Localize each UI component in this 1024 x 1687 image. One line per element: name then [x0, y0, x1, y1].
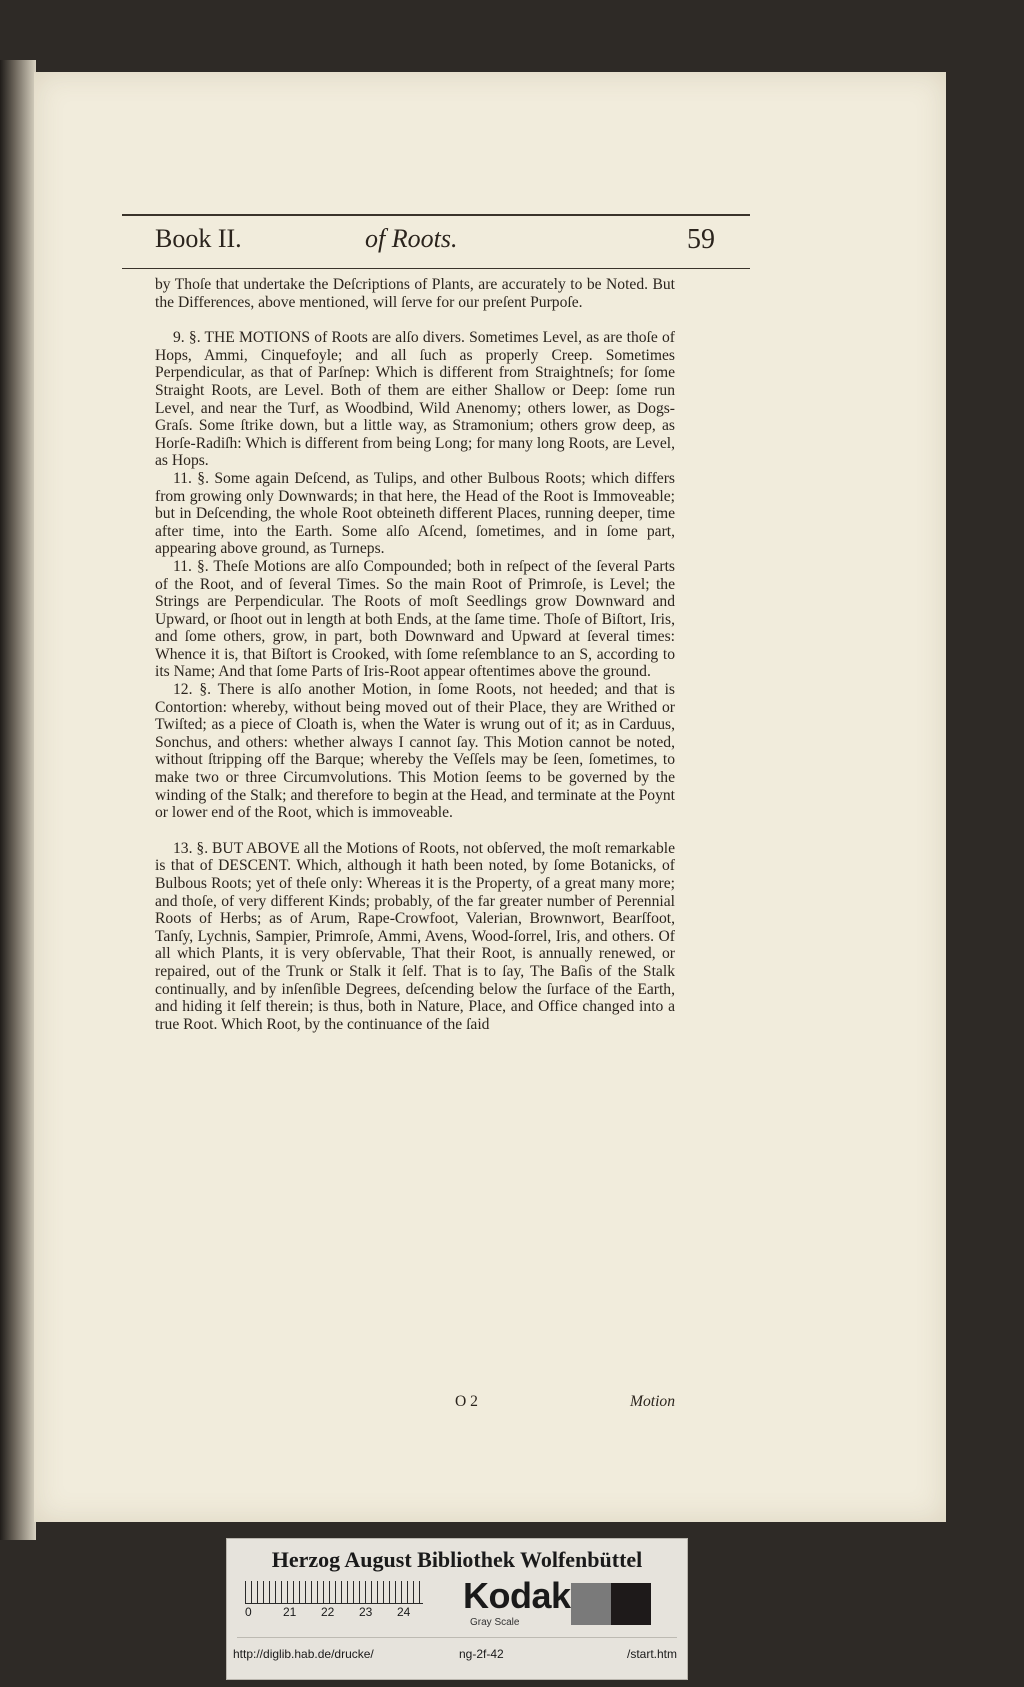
header-rule-bottom [122, 268, 750, 269]
scale-number: 24 [397, 1605, 411, 1619]
scale-numbers [245, 1605, 425, 1621]
page-footer-marks [155, 1393, 675, 1413]
book-label: Book II. [155, 224, 242, 253]
scale-ruler [245, 1581, 423, 1604]
source-url: http://diglib.hab.de/drucke/ [233, 1647, 374, 1661]
signature-mark: O 2 [455, 1393, 478, 1410]
paragraph-section-13: 13. §. BUT ABOVE all the Motions of Roots, not obſerved, the moſt remarkable is that of DESCENT. Which, although it hath been noted, by ſome Botanicks, of Bulbous Roots; yet of theſe only: Whereas it is the Property, of a great many more; and thoſe, of very different Kinds; probably, of the far greater number of Perennial Roots of Herbs; as of Arum, Rape-Crowfoot, Valerian, Brownwort, Bearſfoot, Tanſy, Lychnis, Sampier, Primroſe, Ammi, Avens, Wood-ſorrel, Iris, and others. Of all which Plants, it is very obſervable, That their Root, is annually renewed, or repaired, out of the Trunk or Stalk it ſelf. That is to ſay, The Baſis of the Stalk continually, and by inſenſible Degrees, deſcending below the ſurface of the Earth, and hiding it ſelf therein; is thus, both in Nature, Place, and Office changed into a true Root. Which Root, by the continuance of the ſaid [155, 839, 675, 1033]
scale-number: 21 [283, 1605, 297, 1619]
paragraph-intro: by Thoſe that undertake the Deſcriptions of Plants, are accurately to be Noted. But the Differences, above mentioned, will ſerve for our preſent Purpoſe. [155, 276, 675, 311]
paragraph-section-11a: 11. §. Some again Deſcend, as Tulips, and other Bulbous Roots; which differs from growing only Downwards; in that here, the Head of the Root is Immoveable; but in Deſcending, the whole Root obteineth different Places, running deeper, time after time, into the Earth. Some alſo Aſcend, ſometimes, and in ſome part, appearing above ground, as Turneps. [155, 469, 675, 558]
file-name: /start.htm [626, 1647, 677, 1661]
scale-number: 0 [245, 1605, 252, 1619]
body-text [155, 276, 675, 1033]
gray-scale-label: Gray Scale [470, 1617, 520, 1628]
scale-number: 22 [321, 1605, 335, 1619]
paragraph-section-11b: 11. §. Theſe Motions are alſo Compounded; both in reſpect of the ſeveral Parts of the Root, and of ſeveral Times. So the main Root of Primroſe, is Level; the Strings are Perpendicular. The Roots of moſt Seedlings grow Downward and Upward, or ſhoot out in length at both Ends, at the ſame time. Thoſe of Biſtort, Iris, and ſome others, grow, in part, both Downward and Upward at ſeveral times: Whence it is, that Biſtort is Crooked, with ſome reſemblance to an S, according to its Name; And that ſome Parts of Iris-Root appear oftentimes above the ground. [155, 557, 675, 681]
running-head [155, 224, 715, 264]
kodak-logo: Kodak [463, 1575, 571, 1616]
catchword: Motion [629, 1393, 675, 1410]
scale-number: 23 [359, 1605, 373, 1619]
gray-patch-mid [571, 1583, 611, 1625]
header-rule-top [122, 214, 750, 216]
chapter-title: of Roots. [365, 224, 458, 253]
book-spine [0, 60, 36, 1540]
page-number: 59 [687, 224, 715, 255]
gray-patch-dark [611, 1583, 651, 1625]
paragraph-section-9: 9. §. THE MOTIONS of Roots are alſo divers. Sometimes Level, as are thoſe of Hops, Ammi, Cinquefoyle; and all ſuch as properly Creep. Sometimes Perpendicular, as that of Parſnep: Which is different from Straightneſs; for ſome Straight Roots, are Level. Both of them are either Shallow or Deep: ſome run Level, and near the Turf, as Woodbind, Wild Anenomy; others lower, as Dogs-Graſs. Some ſtrike down, but a little way, as Stramonium; others grow deep, as Horſe-Radiſh: Which is different from being Long; for many long Roots, are Level, as Hops. [155, 329, 675, 470]
paragraph-section-12: 12. §. There is alſo another Motion, in ſome Roots, not heeded; and that is Contortion: whereby, without being moved out of their Place, they are Writhed or Twiſted; as a piece of Cloath is, when the Water is wrung out of it; as in Carduus, Sonchus, and others: whether always I cannot ſay. This Motion cannot be noted, without ſtripping off the Barque; whereby the Veſſels may be ſeen, ſometimes, to make two or three Circumvolutions. This Motion ſeems to be governed by the winding of the Stalk; and therefore to begin at the Head, and terminate at the Poynt or lower end of the Root, which is immoveable. [155, 681, 675, 822]
card-divider [237, 1637, 677, 1638]
library-color-card [226, 1538, 688, 1680]
library-name: Herzog August Bibliothek Wolfenbüttel [271, 1547, 643, 1572]
shelfmark: ng-2f-42 [459, 1647, 504, 1661]
